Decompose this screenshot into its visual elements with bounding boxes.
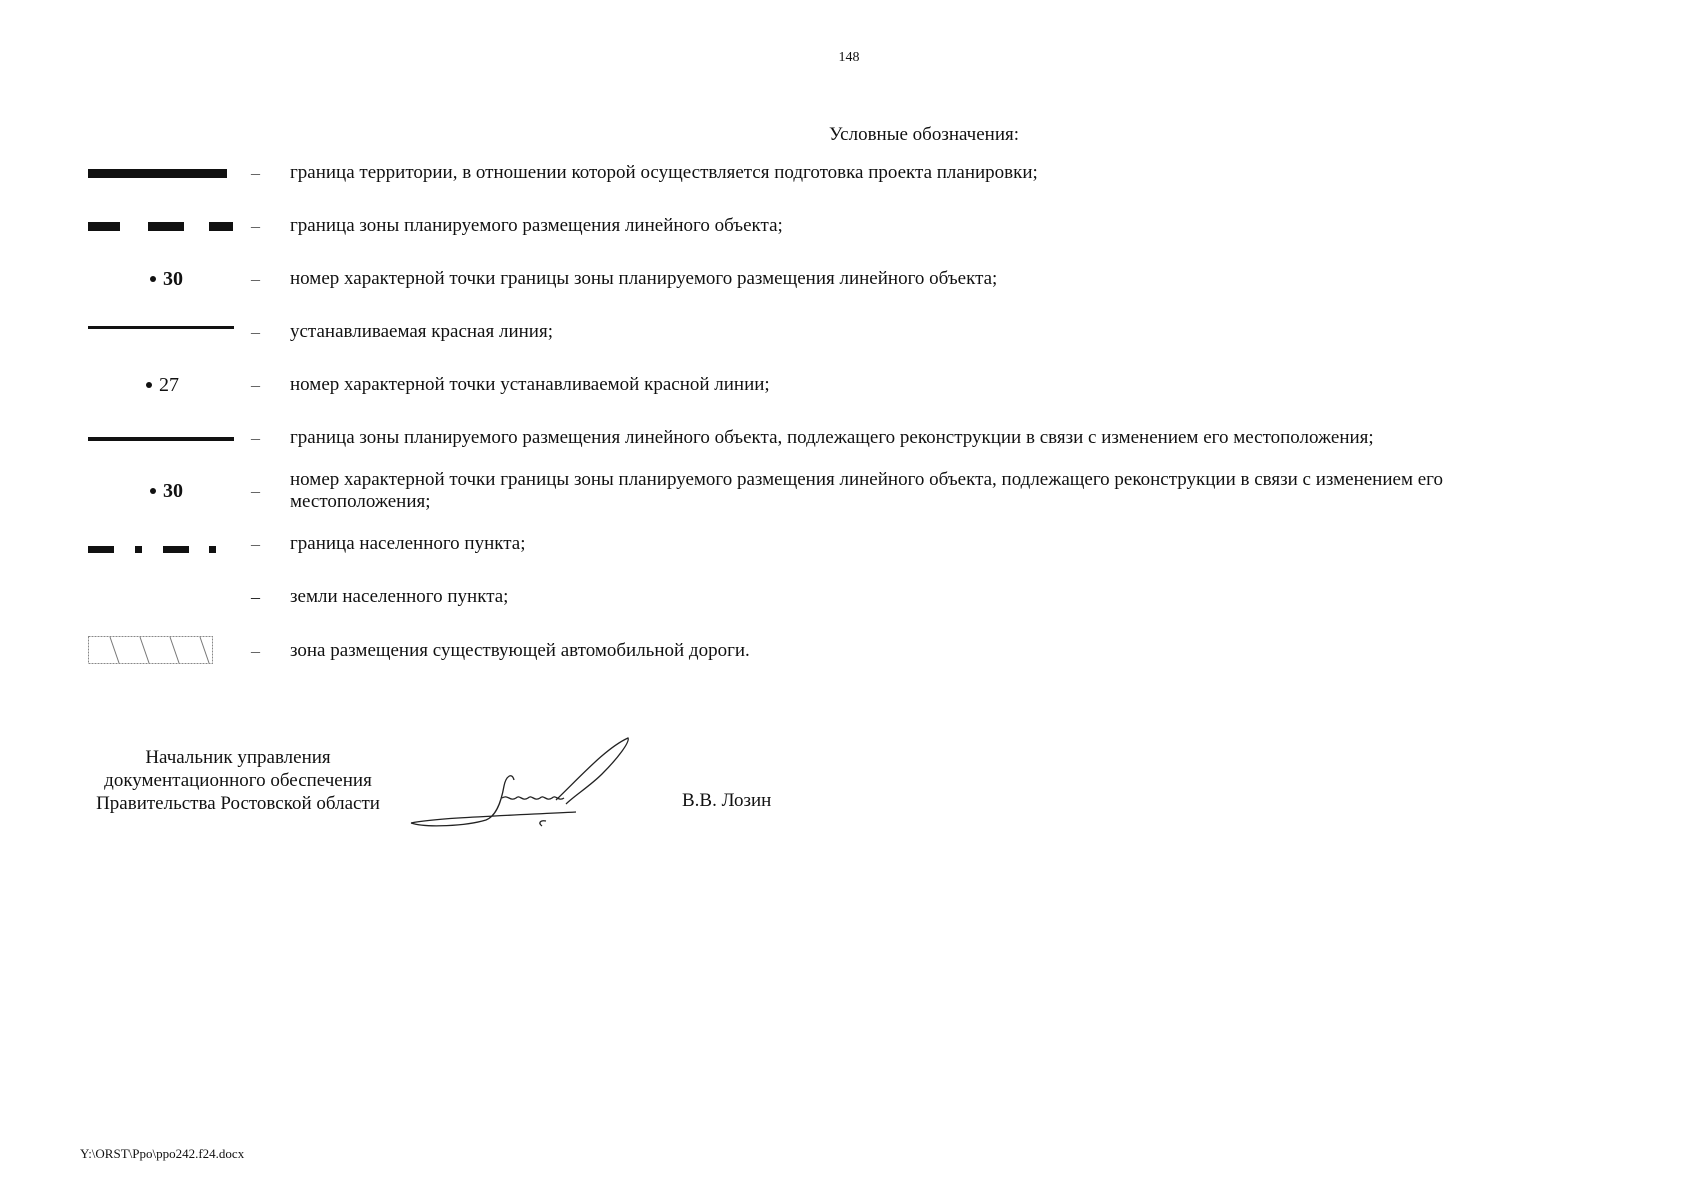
legend-item [0,319,1620,345]
legend-item [0,266,1620,292]
file-path: Y:\ORST\Ppo\ppo242.f24.docx [80,1146,245,1161]
point-number-label: 30 [163,267,183,290]
legend-item [0,160,1620,186]
legend-item [0,469,1620,513]
legend-dash: – [251,321,260,342]
legend-item [0,584,1620,610]
signer-name: В.В. Лозин [682,790,772,811]
legend-item-text: устанавливаемая красная линия; [290,321,553,342]
thin-solid-line-symbol [88,425,236,451]
hatched-box-symbol [88,636,236,666]
point-dot-icon [146,382,152,388]
legend-dash: – [251,481,260,501]
position-line: Начальник управления [145,747,331,768]
page-number: 148 [838,50,860,65]
legend-item-text: граница зоны планируемого размещения линейного объекта; [290,215,783,236]
point-dot-icon [150,276,156,282]
legend-item [0,213,1620,239]
point-number-label: 30 [163,479,183,502]
legend-dash: – [251,374,260,395]
point-number-symbol [88,266,298,292]
legend-dash: – [251,162,260,183]
legend-dash: – [251,586,260,607]
handwritten-signature [406,728,636,833]
legend-dash: – [251,640,260,661]
legend-item [0,425,1620,451]
point-number-label: 27 [159,373,179,396]
position-line: документационного обеспечения [104,770,372,791]
legend-item-text: граница населенного пункта; [290,533,526,554]
legend-item-text: номер характерной точки границы зоны планируемого размещения линейного объекта, подлежащего реконструкции в связи с изменением его местоположения; [290,469,1443,512]
thin-solid-line-symbol [88,319,236,345]
legend-title: Условные обозначения: [828,124,1020,145]
legend-item-text: земли населенного пункта; [290,586,509,607]
legend-item [0,531,1620,557]
point-number-symbol [88,469,298,513]
legend-item [0,372,1620,398]
legend-dash: – [251,427,260,448]
legend-item-text: номер характерной точки устанавливаемой красной линии; [290,374,770,395]
legend-dash: – [251,268,260,289]
legend-dash: – [251,215,260,236]
point-dot-icon [150,488,156,494]
legend-item-text: граница территории, в отношении которой осуществляется подготовка проекта планировки; [290,162,1038,183]
signature-position [88,746,388,815]
position-line: Правительства Ростовской области [96,793,380,814]
blank-symbol [88,584,236,610]
point-number-symbol [88,372,294,398]
legend-item-text: зона размещения существующей автомобильной дороги. [290,640,750,661]
legend-item [0,636,1620,666]
legend-item-text: граница зоны планируемого размещения линейного объекта, подлежащего реконструкции в связи с изменением его местоположения; [290,427,1374,448]
thick-dashed-line-symbol [88,213,236,239]
legend-item-text: номер характерной точки границы зоны планируемого размещения линейного объекта; [290,268,998,289]
legend-dash: – [251,533,260,554]
thick-solid-line-symbol [88,160,236,186]
dash-dot-line-symbol [88,531,236,557]
